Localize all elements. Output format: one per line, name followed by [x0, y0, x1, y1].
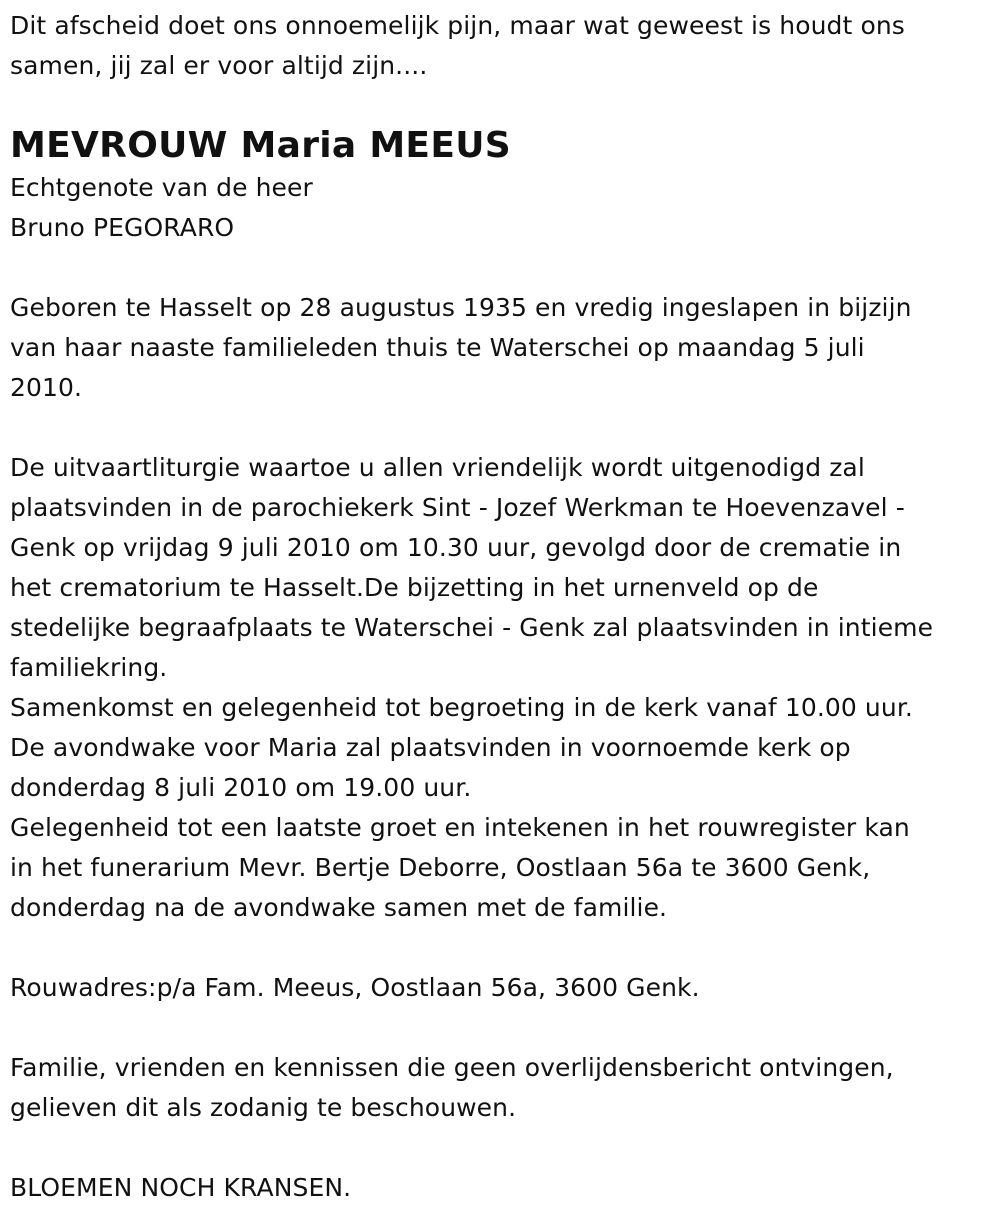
paragraph-line: van haar naaste familieleden thuis te Waterschei op maandag 5 juli — [10, 333, 865, 362]
paragraph-line: in het funerarium Mevr. Bertje Deborre, Oostlaan 56a te 3600 Genk, — [10, 853, 871, 882]
spouse-line: Bruno PEGORARO — [10, 213, 235, 242]
paragraph-line: donderdag 8 juli 2010 om 19.00 uur. — [10, 773, 472, 802]
intro-line: Dit afscheid doet ons onnoemelijk pijn, maar wat geweest is houdt ons — [10, 11, 905, 40]
paragraph-line: De avondwake voor Maria zal plaatsvinden in voornoemde kerk op — [10, 733, 851, 762]
paragraph-line: familiekring. — [10, 653, 168, 682]
funeral-paragraph — [10, 448, 995, 928]
deceased-name: MEVROUW Maria MEEUS — [10, 125, 511, 166]
paragraph-line: Genk op vrijdag 9 juli 2010 om 10.30 uur, gevolgd door de crematie in — [10, 533, 902, 562]
paragraph-line: De uitvaartliturgie waartoe u allen vriendelijk wordt uitgenodigd zal — [10, 453, 865, 482]
notice-paragraph — [10, 1048, 995, 1128]
closing-line: BLOEMEN NOCH KRANSEN. — [10, 1173, 352, 1202]
paragraph-line: gelieven dit als zodanig te beschouwen. — [10, 1093, 517, 1122]
spacer — [10, 1128, 995, 1168]
intro-verse — [10, 6, 995, 86]
obituary-document — [10, 6, 995, 1208]
paragraph-line: donderdag na de avondwake samen met de familie. — [10, 893, 668, 922]
paragraph-line: Familie, vrienden en kennissen die geen overlijdensbericht ontvingen, — [10, 1053, 894, 1082]
paragraph-line: Geboren te Hasselt op 28 augustus 1935 en vredig ingeslapen in bijzijn — [10, 293, 912, 322]
paragraph-line: plaatsvinden in de parochiekerk Sint - Jozef Werkman te Hoevenzavel - — [10, 493, 905, 522]
spacer — [10, 1008, 995, 1048]
spacer — [10, 248, 995, 288]
paragraph-line: Gelegenheid tot een laatste groet en intekenen in het rouwregister kan — [10, 813, 910, 842]
paragraph-line: het crematorium te Hasselt.De bijzetting in het urnenveld op de — [10, 573, 819, 602]
spacer — [10, 408, 995, 448]
birth-death-paragraph — [10, 288, 995, 408]
spacer — [10, 928, 995, 968]
mourning-address: Rouwadres:p/a Fam. Meeus, Oostlaan 56a, 3600 Genk. — [10, 973, 700, 1002]
paragraph-line: Samenkomst en gelegenheid tot begroeting in de kerk vanaf 10.00 uur. — [10, 693, 913, 722]
spouse-block — [10, 168, 995, 248]
paragraph-line: 2010. — [10, 373, 83, 402]
spouse-line: Echtgenote van de heer — [10, 173, 313, 202]
intro-line: samen, jij zal er voor altijd zijn.... — [10, 51, 428, 80]
paragraph-line: stedelijke begraafplaats te Waterschei - Genk zal plaatsvinden in intieme — [10, 613, 934, 642]
